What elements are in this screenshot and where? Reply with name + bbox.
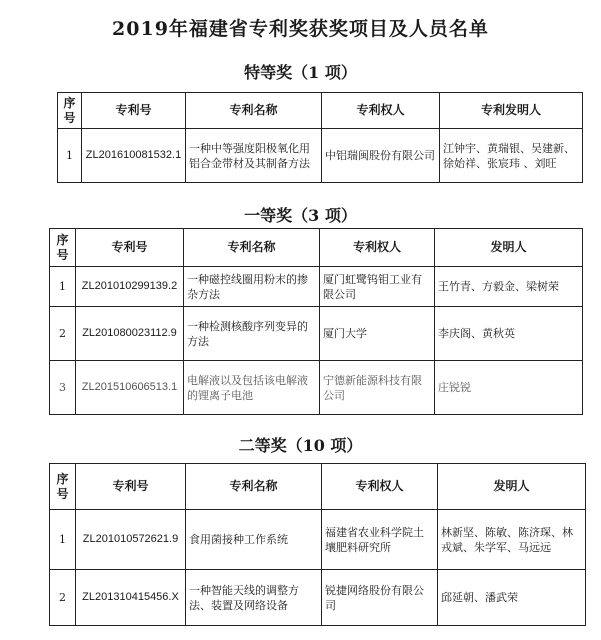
cell-seq: 2 [50, 307, 76, 361]
table-row [50, 570, 586, 626]
cell-patent-no: ZL201010572621.9 [76, 510, 186, 570]
cell-holder: 厦门大学 [320, 307, 435, 361]
header-holder: 专利权人 [320, 229, 435, 267]
cell-seq: 1 [50, 267, 76, 307]
header-patent-name: 专利名称 [186, 464, 322, 510]
cell-patent-no: ZL201010299139.2 [76, 267, 184, 307]
cell-patent-no: ZL201080023112.9 [76, 307, 184, 361]
cell-holder: 厦门虹鹭钨钼工业有限公司 [320, 267, 435, 307]
cell-holder: 中铝瑞闽股份有限公司 [322, 129, 440, 183]
header-patent-no: 专利号 [82, 93, 186, 129]
header-patent-no: 专利号 [76, 464, 186, 510]
table-second-award [49, 463, 586, 626]
header-patent-no: 专利号 [76, 229, 184, 267]
cell-patent-no: ZL201610081532.1 [82, 129, 186, 183]
cell-patent-name: 一种磁控线圈用粉末的掺杂方法 [184, 267, 320, 307]
cell-seq: 1 [50, 510, 76, 570]
header-inventors: 专利发明人 [440, 93, 583, 129]
table-row [50, 307, 583, 361]
cell-inventors: 江钟宇、黄瑞银、吴建新、徐始祥、张宸玮 、刘旺 [440, 129, 583, 183]
section-title-special: 特等奖（1 项） [244, 63, 357, 82]
table-row [58, 129, 583, 183]
cell-inventors: 李庆阁、黄秋英 [435, 307, 583, 361]
cell-patent-no: ZL201310415456.X [76, 570, 186, 626]
cell-patent-no: ZL201510606513.1 [76, 361, 184, 415]
cell-holder: 宁德新能源科技有限公司 [320, 361, 435, 415]
cell-seq: 2 [50, 570, 76, 626]
header-patent-name: 专利名称 [186, 93, 322, 129]
document-title: 2019年福建省专利奖获奖项目及人员名单 [112, 18, 489, 40]
cell-seq: 3 [50, 361, 76, 415]
table-first-award [49, 228, 583, 415]
header-inventors: 发明人 [438, 464, 586, 510]
section-title-second: 二等奖（10 项） [238, 436, 363, 455]
table-row [50, 510, 586, 570]
header-holder: 专利权人 [322, 464, 438, 510]
table-row [50, 267, 583, 307]
cell-inventors: 林新坚、陈敏、陈济琛、林戎斌、朱学军、马远远 [438, 510, 586, 570]
cell-inventors: 王竹青、方毅金、梁树荣 [435, 267, 583, 307]
cell-patent-name: 食用菌接种工作系统 [186, 510, 322, 570]
header-patent-name: 专利名称 [184, 229, 320, 267]
cell-patent-name: 电解液以及包括该电解液的锂离子电池 [184, 361, 320, 415]
header-holder: 专利权人 [322, 93, 440, 129]
section-title-first: 一等奖（3 项） [244, 206, 357, 225]
header-seq: 序号 [58, 93, 82, 129]
table-special-award [57, 92, 583, 183]
header-seq: 序号 [50, 464, 76, 510]
cell-inventors: 庄锐锐 [435, 361, 583, 415]
table-row [50, 361, 583, 415]
header-seq: 序号 [50, 229, 76, 267]
cell-seq: 1 [58, 129, 82, 183]
header-inventors: 发明人 [435, 229, 583, 267]
cell-patent-name: 一种智能天线的调整方法、装置及网络设备 [186, 570, 322, 626]
cell-patent-name: 一种检测核酸序列变异的方法 [184, 307, 320, 361]
cell-patent-name: 一种中等强度阳极氧化用铝合金带材及其制备方法 [186, 129, 322, 183]
cell-inventors: 邱延朝、潘武荣 [438, 570, 586, 626]
cell-holder: 福建省农业科学院土壤肥料研究所 [322, 510, 438, 570]
cell-holder: 锐捷网络股份有限公司 [322, 570, 438, 626]
